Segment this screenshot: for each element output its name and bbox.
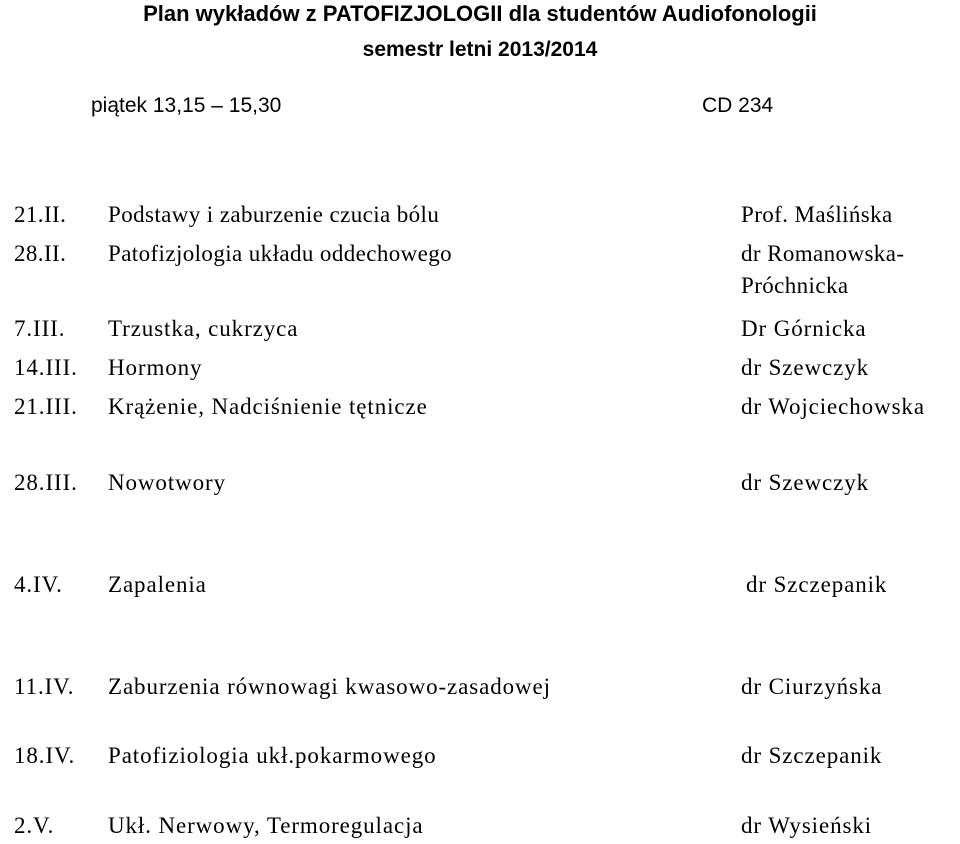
lecture-topic: Nowotwory — [108, 470, 226, 495]
lecture-date: 21.II. — [14, 202, 67, 227]
page-title: Plan wykładów z PATOFIZJOLOGII dla studentów Audiofonologii — [143, 1, 817, 26]
lecture-lecturer: dr Romanowska- — [741, 241, 905, 266]
lecture-date: 14.III. — [14, 355, 78, 380]
room-number: CD 234 — [702, 94, 774, 117]
lecture-topic: Krążenie, Nadciśnienie tętnicze — [108, 394, 428, 419]
lecture-lecturer-continuation: Próchnicka — [741, 273, 849, 298]
lecture-lecturer: dr Ciurzyńska — [741, 674, 883, 699]
lecture-topic: Zaburzenia równowagi kwasowo-zasadowej — [108, 674, 551, 699]
lecture-lecturer: dr Wysieński — [741, 813, 873, 838]
lecture-lecturer: Prof. Maślińska — [741, 202, 893, 227]
lecture-lecturer: dr Szczepanik — [741, 743, 883, 768]
schedule-time: piątek 13,15 – 15,30 — [91, 94, 282, 117]
lecture-date: 2.V. — [14, 813, 55, 838]
lecture-lecturer: dr Wojciechowska — [741, 394, 925, 419]
lecture-date: 28.III. — [14, 470, 78, 495]
lecture-topic: Patofizjologia układu oddechowego — [108, 241, 453, 266]
lecture-lecturer: Dr Górnicka — [741, 316, 867, 341]
lecture-topic: Ukł. Nerwowy, Termoregulacja — [108, 813, 424, 838]
lecture-date: 21.III. — [14, 394, 78, 419]
lecture-lecturer: dr Szewczyk — [741, 470, 870, 495]
lecture-topic: Zapalenia — [108, 572, 207, 597]
lecture-topic: Patofiziologia ukł.pokarmowego — [108, 743, 437, 768]
lecture-lecturer: dr Szczepanik — [746, 572, 888, 597]
lecture-date: 11.IV. — [14, 674, 75, 699]
lecture-date: 4.IV. — [14, 572, 63, 597]
lecture-topic: Podstawy i zaburzenie czucia bólu — [108, 202, 440, 227]
semester-subtitle: semestr letni 2013/2014 — [362, 38, 598, 61]
lecture-date: 18.IV. — [14, 743, 76, 768]
lecture-lecturer: dr Szewczyk — [741, 355, 870, 380]
lecture-topic: Trzustka, cukrzyca — [108, 316, 299, 341]
lecture-date: 7.III. — [14, 316, 66, 341]
lecture-topic: Hormony — [108, 355, 203, 380]
lecture-date: 28.II. — [14, 241, 67, 266]
